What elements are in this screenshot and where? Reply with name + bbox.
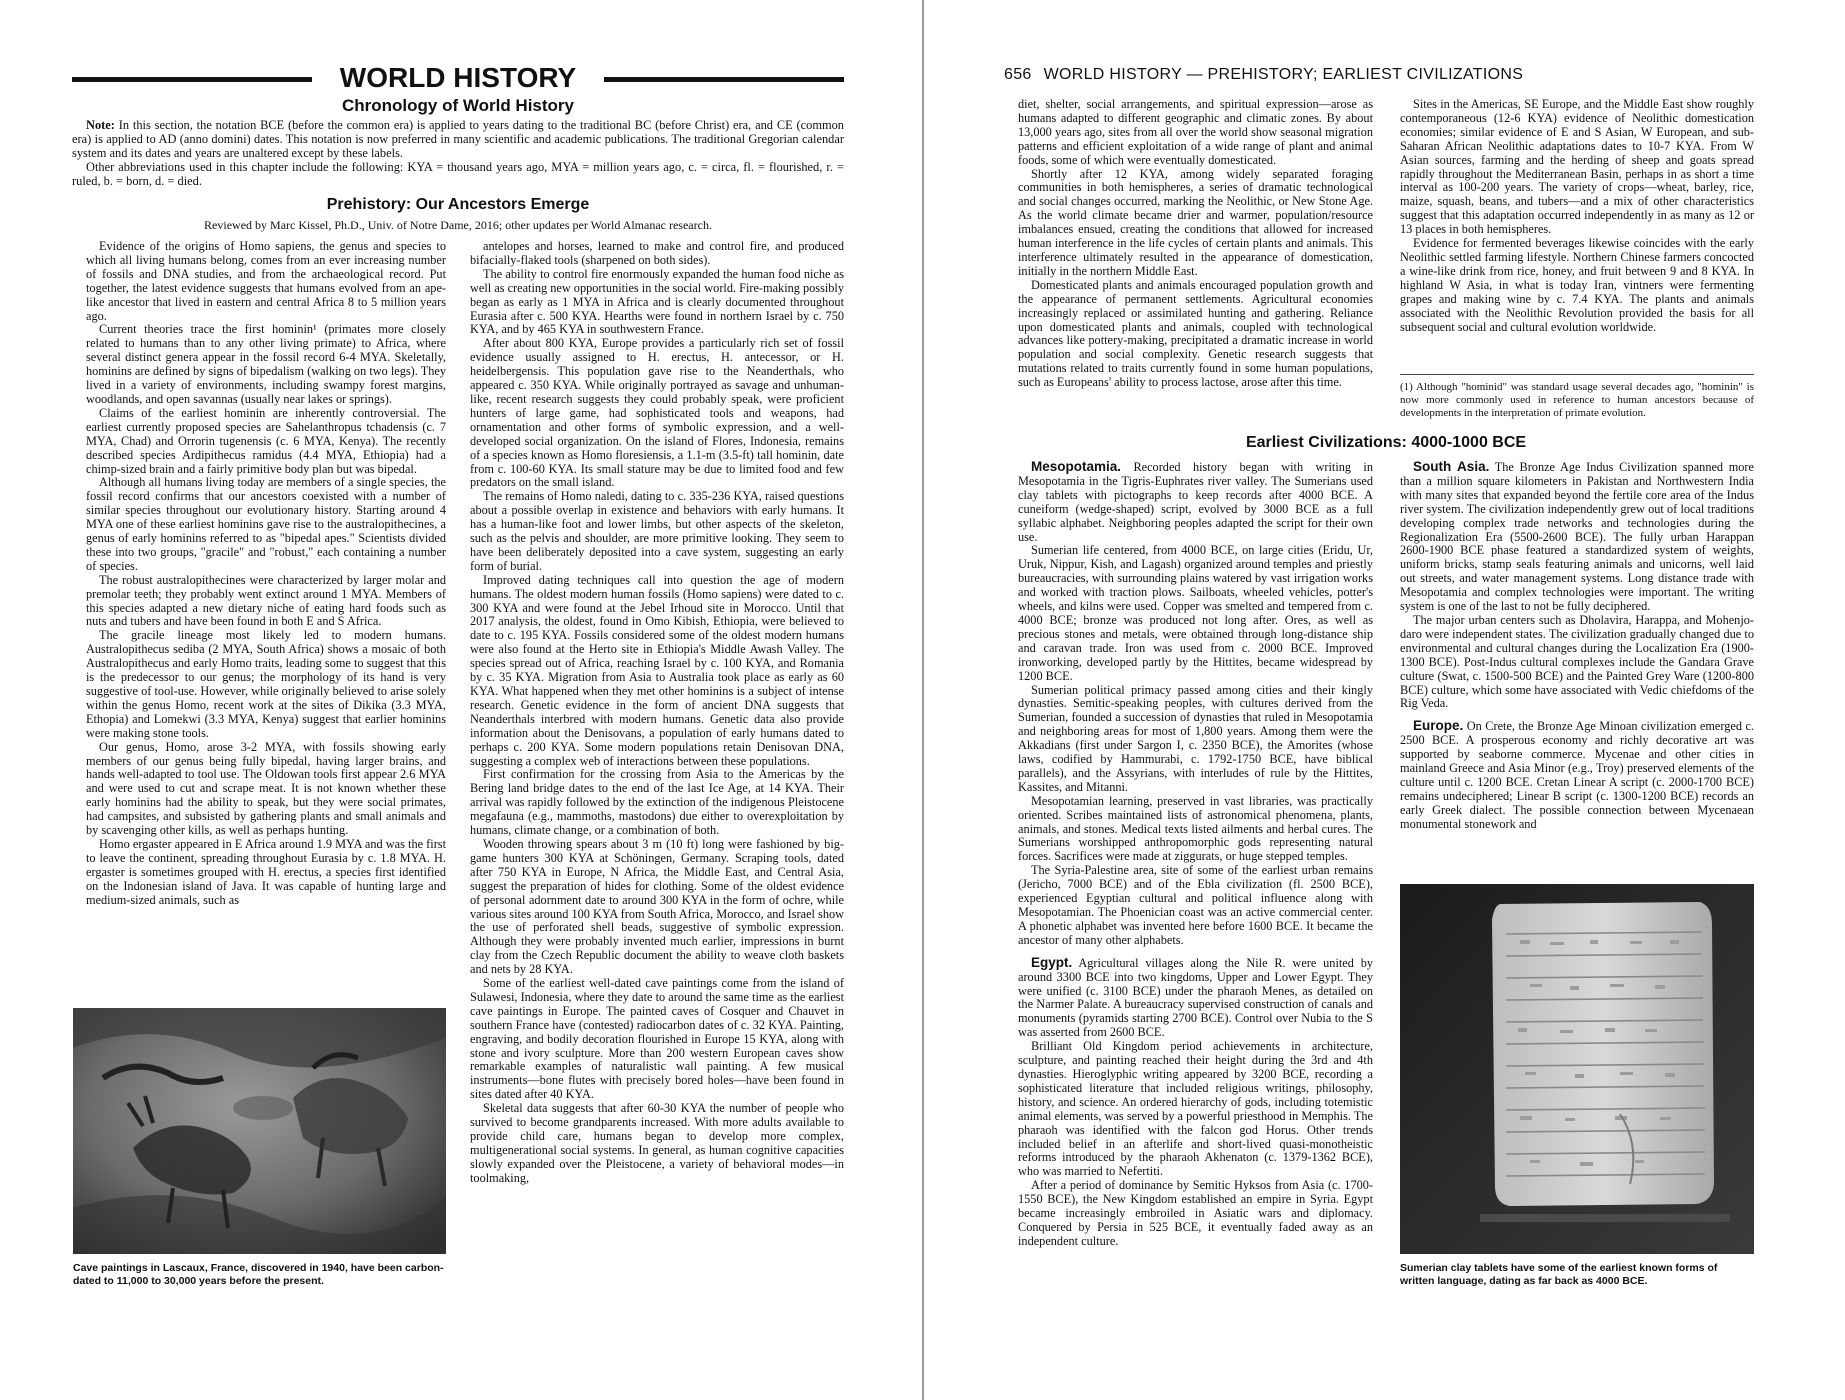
europe-heading: Europe.	[1413, 718, 1464, 734]
paragraph: Evidence for fermented beverages likewise coincides with the early Neolithic settled farming lifestyle. Northern Chinese farmers concocted a wine-like drink from rice, honey, and fruit between 9 and 8 KYA. In highland W Asia, in what is today Iran, vintners were fermenting grapes and making wine by c. 7.4 KYA. The plants and animals associated with the Neolithic Revolution provided the basis for all subsequent social and cultural evolution worldwide.	[1400, 236, 1754, 334]
paragraph	[1018, 956, 1373, 1040]
note-label: Note:	[86, 118, 115, 132]
paragraph-text: On Crete, the Bronze Age Minoan civilization emerged c. 2500 BCE. A prosperous economy and richly decorative art was supported by seaborne commerce. Mycenae and other cities in mainland Greece and Asia Minor (e.g., Troy) preserved elements of the culture until c. 1200 BCE. Cretan Linear A script (c. 2000-1700 BCE) remains undeciphered; Linear B script (c. 1300-1200 BCE) records an early Greek dialect. The possible connection between Mycenaean monumental stonework and	[1400, 719, 1754, 831]
footnote: (1) Although "hominid" was standard usage several decades ago, "hominin" is now more commonly used in reference to human ancestors because of developments in the interpretation of primate evolution.	[1400, 374, 1754, 420]
left-column-1	[86, 240, 446, 1005]
paragraph: Some of the earliest well-dated cave paintings come from the island of Sulawesi, Indonesia, where they date to around the same time as the earliest cave paintings in Europe. The painted caves of Cosquer and Chauvet in southern France have (contested) radiocarbon dates of c. 32 KYA. Painting, engraving, and bodily decoration flourished in Europe 15 KYA, along with stone and ivory sculpture. More than 200 western European caves show remarkable examples of naturalistic wall painting. A few musical instruments—bone flutes with precisely bored holes—have been found in sites dated after 40 KYA.	[470, 976, 844, 1102]
tablet-photo-caption: Sumerian clay tablets have some of the earliest known forms of written language, dating as far back as 4000 BCE.	[1400, 1262, 1718, 1287]
page-number: 656	[1004, 66, 1032, 83]
paragraph: The robust australopithecines were characterized by larger molar and premolar teeth; they probably went extinct around 1 MYA. Members of this species adapted a new dietary niche of eating hard foods such as nuts and tubers and have been found in both E and S Africa.	[86, 572, 446, 629]
paragraph: The gracile lineage most likely led to modern humans. Australopithecus sediba (2 MYA, South Africa) shows a mosaic of both Australopithecus and early Homo traits, leading some to suggest that this is the predecessor to our genus; the morphology of its hand is very suggestive of tool-use. However, while originally believed to arise solely within the genus Homo, recent work at the sites of Dikika (3.3 MYA, Ethopia) and Lomekwi (3.3 MYA, Kenya) suggest that earlier hominins were making stone tools.	[86, 628, 446, 740]
prehistory-title: Prehistory: Our Ancestors Emerge	[326, 196, 590, 213]
paragraph: Brilliant Old Kingdom period achievements in architecture, sculpture, and painting reached their height during the 3rd and 4th dynasties. Hieroglyphic writing appeared by 3200 BCE, recording a sophisticated literature that included religious writings, philosophy, history, and science. An ordered hierarchy of gods, including totemistic animal elements, was served by a powerful priesthood in Memphis. The pharaoh was identified with the falcon god Horus. Other trends included belief in an afterlife and short-lived quasi-monotheistic reforms introduced by the pharaoh Akhenaton (c. 1379-1362 BCE), who was married to Nefertiti.	[1018, 1039, 1373, 1179]
paragraph: diet, shelter, social arrangements, and spiritual expression—arose as humans adapted to different geographic and climatic zones. By about 13,000 years ago, sites from all over the world show seasonal migration patterns and efficient exploitation of a wide range of plant and animal foods, some of which were eventually domesticated.	[1018, 98, 1373, 167]
paragraph: Homo ergaster appeared in E Africa around 1.9 MYA and was the first to leave the continent, spreading throughout Eurasia by c. 1.8 MYA. H. ergaster is sometimes grouped with H. erectus, a species first identified on the Indonesian island of Java. It was capable of hunting large and medium-sized animals, such as	[86, 836, 446, 907]
paragraph: After about 800 KYA, Europe provides a particularly rich set of fossil evidence usually assigned to H. erectus, H. antecessor, or H. heidelbergensis. This population gave rise to the Neanderthals, who appeared c. 350 KYA. While originally portrayed as savage and unhuman-like, recent research suggests they could probably speak, were proficient hunters of large game, had sophisticated tools and weapons, had ornamentation and other forms of symbolic expression, and a well-developed social organization. On the island of Flores, Indonesia, remains of a species known as Homo floresiensis, a 1.1-m (3.5-ft) tall hominin, date from c. 100-60 KYA. Its small stature may be due to limited food and few predators on the small island.	[470, 336, 844, 490]
right-column-3	[1018, 460, 1373, 1290]
clay-tablet-photo	[1400, 884, 1754, 1254]
paragraph-text: Recorded history began with writing in Mesopotamia in the Tigris-Euphrates river valley. The Sumerians used clay tablets with pictographs to keep records after 4000 BCE. A cuneiform (wedge-shaped) script, evolved by 3000 BCE as a full syllabic alphabet. Neighboring peoples adapted the script for their own use.	[1018, 460, 1373, 544]
paragraph: Sites in the Americas, SE Europe, and the Middle East show roughly contemporaneous (12-6 KYA) evidence of Neolithic domestication economies; similar evidence of E and S Asian, W European, and sub-Saharan African Neolithic adaptations dates to 10-7 KYA. From W Asian sources, farming and the herding of sheep and goats spread rapidly throughout the Mediterranean Basin, perhaps in as short a time interval as 100-200 years. The variety of crops—wheat, barley, rice, maize, squash, beans, and tubers—and a mix of other characteristics suggest that this adaptation occurred independently in as many as 12 or 13 places in both hemispheres.	[1400, 98, 1754, 237]
paragraph: Improved dating techniques call into question the age of modern humans. The oldest modern human fossils (Homo sapiens) were dated to c. 300 KYA and were found at the Jebel Irhoud site in Morocco. Until that 2017 analysis, the oldest, found in Omo Kibish, Ethiopia, were believed to date to c. 195 KYA. Fossils considered some of the oldest modern humans were also found at the Herto site in Ethiopia's Middle Awash Valley. The species spread out of Africa, reaching Israel by c. 100 KYA, and Romania by c. 35 KYA. Migration from Asia to Australia took place as early as 60 KYA. What happened when they met other hominins is a subject of intense research. Genetic evidence in the form of ancient DNA suggests that Neanderthals interbred with modern humans. Genetic data also provide information about the Denisovans, a population of early humans dated to perhaps c. 200 KYA. Some modern populations retain Denisovan DNA, suggesting a complex web of interactions between these populations.	[470, 572, 844, 768]
paragraph: First confirmation for the crossing from Asia to the Americas by the Bering land bridge dates to the end of the last Ice Age, at 14 KYA. Their arrival was rapidly followed by the extinction of the indigenous Pleistocene megafauna (e.g., mammoths, mastodons) due either to overexploitation by humans, climate change, or a combination of both.	[470, 767, 844, 838]
paragraph: antelopes and horses, learned to make and control fire, and produced bifacially-flaked tools (sharpened on both sides).	[470, 240, 844, 267]
paragraph: Current theories trace the first hominin¹ (primates more closely related to humans than to any other living primate) to Africa, where several distinct genera appear in the fossil record 6-4 MYA. Skeletally, hominins are defined by signs of bipedalism (walking on two legs). They lived in a variety of environments, including swampy forest margins, woodlands, and open savannas (usually near lakes or springs).	[86, 322, 446, 406]
paragraph	[1018, 460, 1373, 544]
paragraph: Evidence of the origins of Homo sapiens, the genus and species to which all living humans belong, comes from an ever increasing number of fossils and DNA studies, and from the archaeological record. Put together, the latest evidence suggests that humans evolved from an ape-like ancestor that lived in eastern and central Africa 8 to 5 million years ago.	[86, 240, 446, 323]
gutter-divider	[922, 0, 924, 1400]
cave-painting-photo	[73, 1008, 446, 1254]
section-title-row	[72, 60, 844, 96]
left-column-2	[470, 240, 844, 1290]
running-head-text: WORLD HISTORY — PREHISTORY; EARLIEST CIVILIZATIONS	[1043, 66, 1524, 83]
paragraph: The Syria-Palestine area, site of some of the earliest urban remains (Jericho, 7000 BCE) and of the Ebla civilization (fl. 2500 BCE), experienced Egyptian cultural and political influence along with Mesopotamian. The Phoenician coast was an active commercial center. A phonetic alphabet was invented here before 1600 BCE. It became the ancestor of many other alphabets.	[1018, 863, 1373, 947]
paragraph-text: Agricultural villages along the Nile R. were united by around 3300 BCE into two kingdoms, Upper and Lower Egypt. They were unified (c. 3100 BCE) under the pharaoh Menes, as detailed on the Narmer Palate. A bureaucracy supervised construction of canals and monuments (pyramids starting 2700 BCE). Control over Nubia to the S was asserted from 2600 BCE.	[1018, 955, 1373, 1040]
right-column-4	[1400, 460, 1754, 865]
paragraph: After a period of dominance by Semitic Hyksos from Asia (c. 1700-1550 BCE), the New Kingdom established an empire in Syria. Egypt became increasingly embroiled in Asiatic wars and diplomacy. Conquered by Persia in 525 BCE, it eventually faded away as an independent culture.	[1018, 1178, 1373, 1248]
paragraph: The remains of Homo naledi, dating to c. 335-236 KYA, raised questions about a possible overlap in existence and behaviors with early humans. It has a human-like foot and lower limbs, but other aspects of the skeleton, such as the pelvis and shoulder, are more primitive looking. They seem to have been deliberately deposited into a cave system, suggesting an early form of burial.	[470, 489, 844, 573]
egypt-heading: Egypt.	[1031, 954, 1073, 970]
running-head	[1004, 66, 1523, 84]
paragraph: The major urban centers such as Dholavira, Harappa, and Mohenjo-daro were independent states. The civilization gradually changed due to environmental and cultural changes during the Localization Era (1900-1300 BCE). Post-Indus cultural complexes include the Gandara Grave culture (Swat, c. 1500-500 BCE) and the Painted Grey Ware (1200-800 BCE) culture, which some have associated with Vedic chiefdoms of the Rig Veda.	[1400, 612, 1754, 711]
paragraph: Sumerian political primacy passed among cities and their kingly dynasties. Semitic-speaking peoples, with cultures derived from the Sumerian, founded a succession of dynasties that ruled in Mesopotamia and neighboring areas for most of 1,800 years. Among them were the Akkadians (first under Sargon I, c. 2350 BCE), the Amorites (whose laws, codified by Hammurabi, c. 1792-1750 BCE, have biblical parallels), and the Assyrians, with interludes of rule by the Hittites, Kassites, and Mitanni.	[1018, 682, 1373, 794]
paragraph-text: The Bronze Age Indus Civilization spanned more than a million square kilometers in Pakistan and Northwestern India with many sites that expanded beyond the fertile core area of the Indus river system. The civilization independently grew out of local traditions developing complex trade networks and technologies during the Regionalization Era (5500-2600 BCE). The fully urban Harappan 2600-1900 BCE phase featured a standardized system of weights, uniform bricks, stamp seals featuring animals and unicorns, well laid out streets, and water management systems. Long distance trade with Mesopotamia and complex technologies were important. The writing system is one of the last to not be fully deciphered.	[1400, 460, 1754, 614]
right-column-1	[1018, 98, 1373, 428]
section-title: WORLD HISTORY	[339, 62, 577, 93]
abbrev-text: Other abbreviations used in this chapter include the following: KYA = thousand years ago, MYA = million years ago, c. = circa, fl. = flourished, r. = ruled, b. = born, d. = died.	[72, 160, 844, 188]
mesopotamia-heading: Mesopotamia.	[1031, 460, 1122, 474]
paragraph: Although all humans living today are members of a single species, the fossil record confirms that our ancestors coexisted with a number of similar species throughout our evolutionary history. Starting around 4 MYA one of these earliest hominins gave rise to the australopithecines, a genus of early hominins referred to as "bipedal apes." Scientists divided these into two groups, "gracile" and "robust," each containing a number of species.	[86, 475, 446, 573]
byline: Reviewed by Marc Kissel, Ph.D., Univ. of Notre Dame, 2016; other updates per World Almanac research.	[204, 218, 712, 232]
note-text: In this section, the notation BCE (before the common era) is applied to years dating to the traditional BC (before Christ) era, and CE (common era) is applied to AD (anno domini) dates. This notation is now preferred in many scientific and academic publications. The traditional Gregorian calendar system and its dates and years are unaltered except by these labels.	[72, 118, 844, 160]
paragraph: Sumerian life centered, from 4000 BCE, on large cities (Eridu, Ur, Uruk, Nippur, Kish, and Lagash) organized around temples and priestly bureaucracies, with surrounding plains watered by vast irrigation works and worked with traction plows. Sailboats, wheeled vehicles, potter's wheels, and kilns were used. Copper was smelted and tempered from c. 4000 BCE; bronze was produced not long after. Ores, as well as precious stones and metals, were obtained through long-distance ship and caravan trade. Iron was used from c. 2000 BCE. Improved ironworking, developed partly by the Hittites, became widespread by 1200 BCE.	[1018, 543, 1373, 683]
right-column-2	[1400, 98, 1754, 366]
paragraph: Skeletal data suggests that after 60-30 KYA the number of people who survived to become grandparents increased. With more adults available to provide child care, humans began to develop more complex, multigenerational social systems. In general, as human cognitive capacities slowly expanded over the Pleistocene, a variety of behavioral modes—in toolmaking,	[470, 1101, 844, 1185]
paragraph	[1400, 460, 1754, 614]
cave-photo-caption: Cave paintings in Lascaux, France, discovered in 1940, have been carbon-dated to 11,000 to 30,000 years before the present.	[73, 1262, 444, 1287]
paragraph: The ability to control fire enormously expanded the human food niche as well as creating new opportunities in the social world. Fire-making possibly began as early as 1 MYA in Africa and is clearly documented throughout Eurasia after c. 500 KYA. Hearths were found in northern Israel by c. 750 KYA, and by 465 KYA in southwestern France.	[470, 266, 844, 337]
paragraph: Shortly after 12 KYA, among widely separated foraging communities in both hemispheres, a series of dramatic technological and social changes occurred, marking the Neolithic, or New Stone Age. As the world climate became drier and warmer, population/resource imbalances ensued, creating the conditions that allowed for increased human interference in the life cycles of certain plants and animals. This interference ultimately resulted in the appearance of domestication, initially in the northern Middle East.	[1018, 166, 1373, 278]
civilizations-title: Earliest Civilizations: 4000-1000 BCE	[1245, 434, 1527, 451]
paragraph: Mesopotamian learning, preserved in vast libraries, was practically oriented. Scribes maintained lists of astronomical phenomena, plants, animals, and stones. Medical texts listed ailments and herbal cures. The Sumerians worshipped anthropomorphic gods representing natural forces. Sacrifices were made at ziggurats, or huge stepped temples.	[1018, 793, 1373, 864]
paragraph: Claims of the earliest hominin are inherently controversial. The earliest currently proposed species are Sahelanthropus tchadensis (c. 7 MYA, Chad) and Orrorin tugenensis (c. 6 MYA, Kenya). The recently described species Ardipithecus ramidus (4.4 MYA, Ethiopia) had a chimp-sized brain and a fairly primitive body plan but was bipedal.	[86, 405, 446, 476]
left-page	[0, 0, 920, 1400]
chronology-title: Chronology of World History	[341, 96, 574, 115]
intro-note	[72, 118, 844, 188]
paragraph: Wooden throwing spears about 3 m (10 ft) long were fashioned by big-game hunters 300 KYA at Schöningen, Germany. Scraping tools, dated after 750 KYA in Europe, N Africa, the Middle East, and Central Asia, suggest the preparation of hides for clothing. Some of the oldest evidence of personal adornment date to around 300 KYA in the form of ochre, while various sites around 100 KYA from South Africa, Morocco, and Israel show the use of perforated shell beads, suggestive of symbolic expression. Although they were probably invented much earlier, impressions in burnt clay from the Czech Republic document the ability to weave cloth baskets and nets by 28 KYA.	[470, 836, 844, 977]
paragraph	[1400, 719, 1754, 831]
south-asia-heading: South Asia.	[1413, 460, 1490, 474]
paragraph: Domesticated plants and animals encouraged population growth and the appearance of permanent settlements. Agricultural economies increasingly replaced or assimilated hunting and gathering. Reliance upon domesticated plants and animals, coupled with technological advances like pottery-making, precipitated a dramatic increase in world population and social complexity. Genetic research suggests that mutations related to traits currently found in some human populations, such as Europeans' ability to process lactose, arose after this time.	[1018, 277, 1373, 390]
paragraph: Our genus, Homo, arose 3-2 MYA, with fossils showing early members of our genus being fully bipedal, having larger brains, and hands well-adapted to tool use. The Oldowan tools first appear 2.6 MYA and were used to cut and scrape meat. It is not known whether these early hominins had the ability to speak, but they were social primates, had campsites, and subsisted by gathering plants and small animals and by scavenging other kills, as well as perhaps hunting.	[86, 739, 446, 838]
right-page	[926, 0, 1845, 1400]
